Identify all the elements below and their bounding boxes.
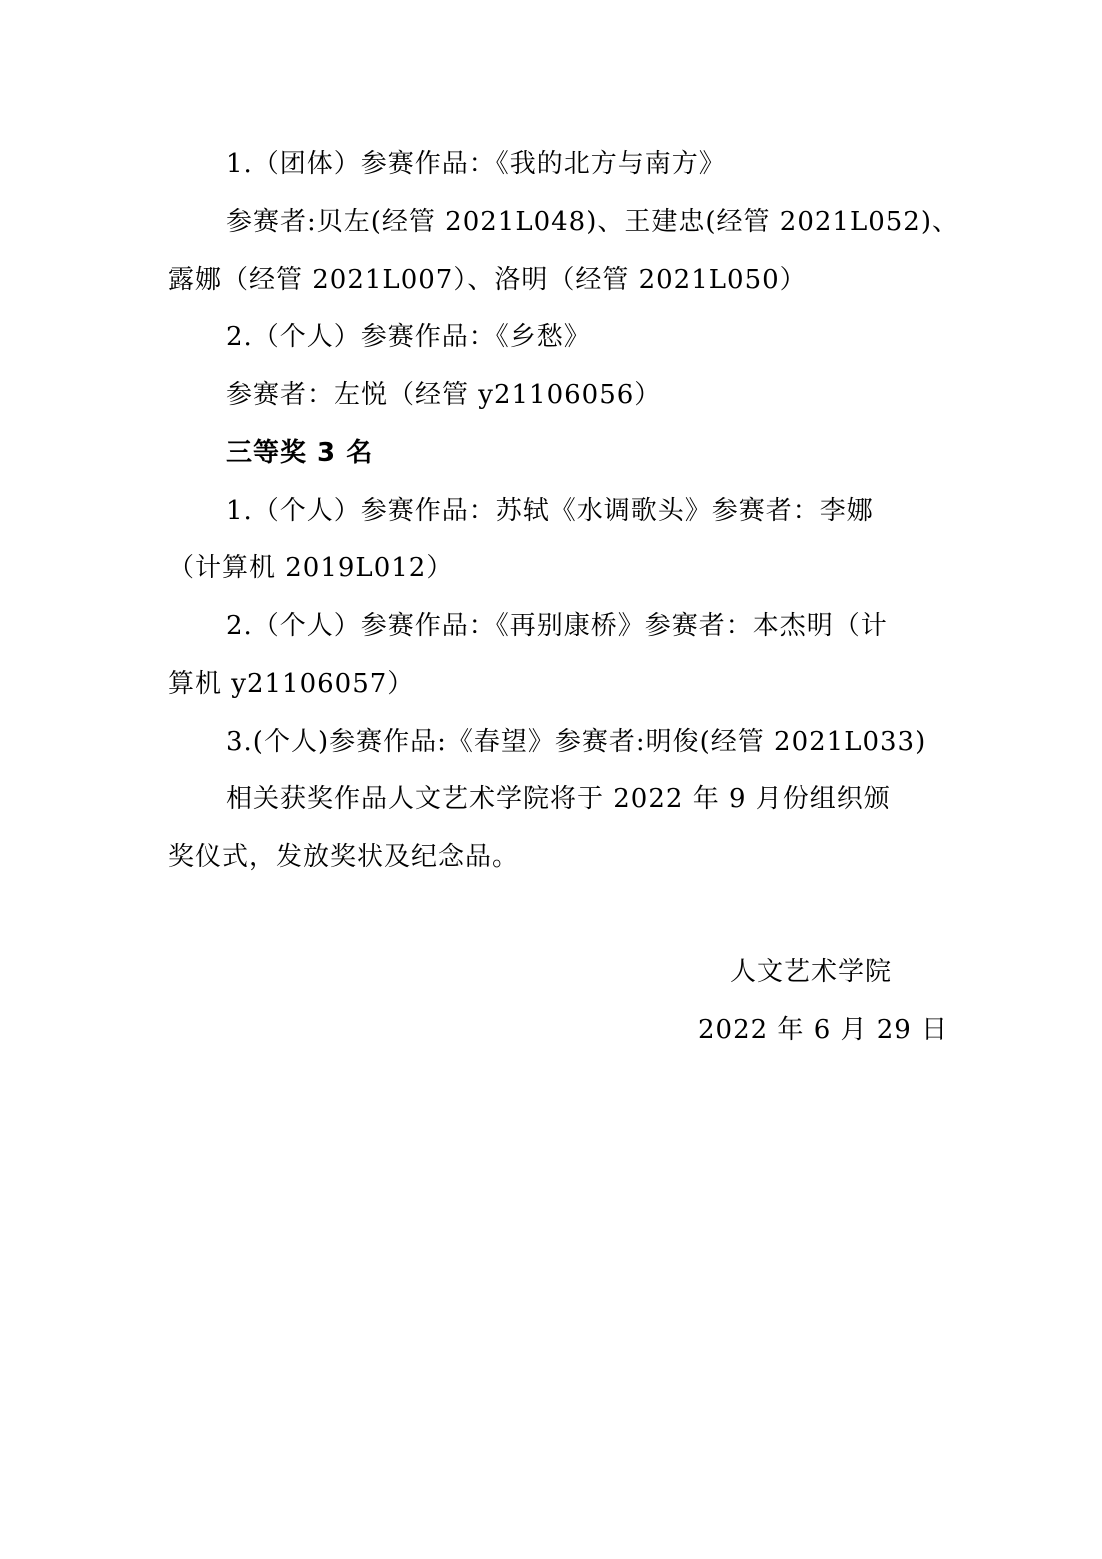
closing-paragraph-line-2: 奖仪式，发放奖状及纪念品。 xyxy=(168,842,520,872)
group-entry-1-participants-line-2: 露娜（经管 2021L007）、洛明（经管 2021L050） xyxy=(168,265,807,295)
signature-date: 2022 年 6 月 29 日 xyxy=(698,1015,949,1045)
third-prize-heading: 三等奖 3 名 xyxy=(226,438,374,468)
third-entry-3: 3.(个人)参赛作品:《春望》参赛者:明俊(经管 2021L033) xyxy=(226,727,927,757)
closing-paragraph-line-1: 相关获奖作品人文艺术学院将于 2022 年 9 月份组织颁 xyxy=(226,784,891,814)
third-entry-1-line-2: （计算机 2019L012） xyxy=(168,553,454,583)
group-entry-1: 1.（团体）参赛作品：《我的北方与南方》 xyxy=(226,149,726,179)
third-entry-1-line-1: 1.（个人）参赛作品：苏轼《水调歌头》参赛者：李娜 xyxy=(226,496,874,526)
individual-entry-2: 2.（个人）参赛作品：《乡愁》 xyxy=(226,322,591,352)
group-entry-1-participants-line-1: 参赛者:贝左(经管 2021L048)、王建忠(经管 2021L052)、 xyxy=(226,207,959,237)
individual-entry-2-participants: 参赛者：左悦（经管 y21106056） xyxy=(226,380,662,410)
signature-organization: 人文艺术学院 xyxy=(730,957,893,987)
third-entry-2-line-2: 算机 y21106057） xyxy=(168,669,415,699)
third-entry-2-line-1: 2.（个人）参赛作品：《再别康桥》参赛者：本杰明（计 xyxy=(226,611,888,641)
